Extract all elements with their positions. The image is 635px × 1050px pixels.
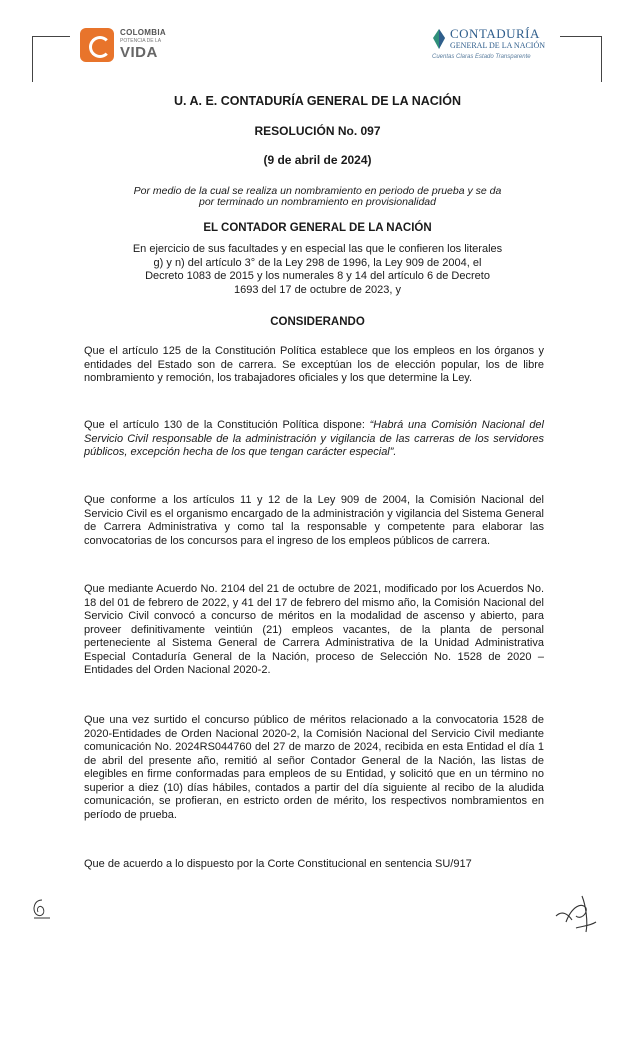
powers-line-2: g) y n) del artículo 3° de la Ley 298 de 1996, la Ley 909 de 2004, el	[153, 256, 482, 269]
logo-left-line2: POTENCIA DE LA	[120, 38, 162, 44]
paragraph-article-130-intro: Que el artículo 130 de la Constitución Política dispone:	[84, 419, 365, 431]
logo-left-line3: VIDA	[120, 44, 158, 61]
paragraph-concurso: Que una vez surtido el concurso público de méritos relacionado a la convocatoria 1528 de 2020-Entidades de Orden Nacional 2020-2, la Comisión Nacional del Servicio Civil mediante comunicación No. 2024RS044760 del 27 de marzo de 2024, recibida en esta Entidad el día 1 de abril del presente año, remitió al señor Contador General de la Nación, las listas de elegibles en firme conformadas para empleos de su Entidad, y solicitó que en un término no superior a diez (10) días hábiles, contados a partir del día siguiente al recibo de la aludida comunicación, se profieran, en estricto orden de mérito, los respectivos nombramientos en período de prueba.	[84, 714, 544, 821]
considering-heading: CONSIDERANDO	[270, 316, 365, 328]
logo-right-line1: CONTADURÍA	[450, 26, 540, 41]
powers-line-1: En ejercicio de sus facultades y en especial las que le confieren los literales	[132, 243, 503, 255]
powers-line-4: 1693 del 17 de octubre de 2023, y	[234, 283, 401, 296]
colombia-potencia-vida-logo	[80, 26, 190, 64]
powers-paragraph	[60, 243, 575, 297]
logo-right-line2: GENERAL DE LA NACIÓN	[450, 41, 546, 50]
colombia-logo-icon	[80, 28, 114, 62]
subject-line-2: por terminado un nombramiento en provisionalidad	[199, 196, 436, 208]
frame-line-left-top	[32, 36, 70, 37]
resolution-subject	[80, 186, 555, 208]
frame-line-left-vertical	[32, 36, 33, 82]
contaduria-logo-icon	[430, 28, 448, 50]
resolution-date: (9 de abril de 2024)	[263, 153, 372, 167]
initials-signature-left	[28, 896, 54, 922]
frame-line-right-top	[560, 36, 602, 37]
resolution-number: RESOLUCIÓN No. 097	[254, 124, 381, 138]
paragraph-acuerdo-2104: Que mediante Acuerdo No. 2104 del 21 de octubre de 2021, modificado por los Acuerdos No. 18 del 01 de febrero de 2022, y 41 del 17 de febrero del mismo año, la Comisión Nacional del Servicio Civil convocó a concurso de méritos en la modalidad de ascenso y abierto, para proveer definitivamente veintiún (21) empleos vacantes, de la planta de personal perteneciente al Sistema General de Carrera Administrativa de la Unidad Administrativa Especial Contaduría General de la Nación, proceso de Selección No. 1528 de 2020 – Entidades del Orden Nacional 2020-2.	[84, 583, 544, 676]
logo-right-slogan: Cuentas Claras Estado Transparente	[432, 54, 531, 60]
subject-line-1: Por medio de la cual se realiza un nombramiento en periodo de prueba y se da	[133, 185, 502, 197]
paragraph-article-130-quote: “Habrá una Comisión Nacional del Servicio Civil responsable de la administración y vigilancia de las carreras de los servidores públicos, excepción hecha de los que tengan carácter especial”.	[84, 419, 544, 458]
entity-heading: U. A. E. CONTADURÍA GENERAL DE LA NACIÓN	[173, 94, 462, 108]
paragraph-article-130	[84, 419, 544, 460]
logo-left-line1: COLOMBIA	[120, 28, 166, 37]
powers-line-3: Decreto 1083 de 2015 y los numerales 8 y 14 del artículo 6 de Decreto	[145, 270, 490, 282]
paragraph-article-125: Que el artículo 125 de la Constitución Política establece que los empleos en los órganos y entidades del Estado son de carrera. Se exceptúan los de elección popular, los de libre nombramiento y remoción, los trabajadores oficiales y los que determine la Ley.	[84, 345, 544, 384]
initials-signature-right	[552, 892, 604, 936]
authority-heading: EL CONTADOR GENERAL DE LA NACIÓN	[203, 222, 432, 234]
paragraph-corte-constitucional: Que de acuerdo a lo dispuesto por la Corte Constitucional en sentencia SU/917	[84, 858, 472, 870]
paragraph-ley-909: Que conforme a los artículos 11 y 12 de la Ley 909 de 2004, la Comisión Nacional del Servicio Civil es el organismo encargado de la administración y vigilancia del Sistema General de Carrera Administrativa y como tal la responsable y competente para elaborar las convocatorias de los concursos para el ingreso de los empleos públicos de carrera.	[84, 494, 544, 547]
contaduria-logo	[430, 26, 560, 66]
frame-line-right-vertical	[601, 36, 602, 82]
